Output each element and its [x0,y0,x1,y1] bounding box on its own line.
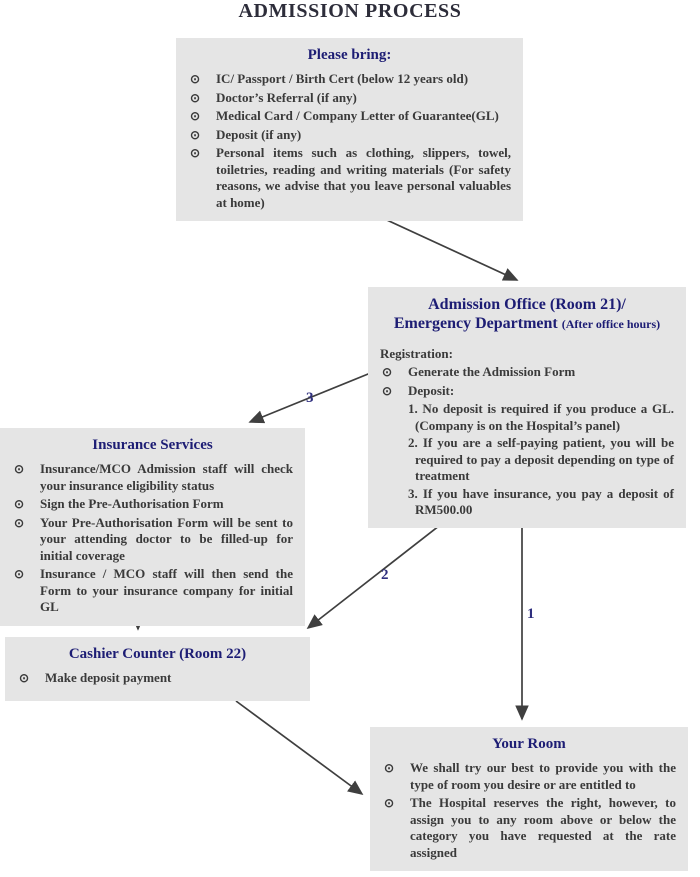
bullet-icon: ⊙ [14,515,25,530]
list-item [9,670,298,687]
page-title: ADMISSION PROCESS [238,0,462,22]
registration-label: Registration: [380,346,453,362]
list-item [4,566,293,616]
bullet-icon: ⊙ [190,72,201,86]
list-item-text: The Hospital reserves the right, however, to assign you to any room above or below the category you have requested at the rate assigned [410,795,676,860]
list-item-text: Insurance / MCO staff will then send the Form to your insurance company for initial GL [40,566,293,614]
list-item-text: Your Pre-Authorisation Form will be sent to your attending doctor to be filled-up for initial coverage [40,514,293,563]
list-item [180,108,511,125]
list-item [4,461,293,494]
insurance-services-header: Insurance Services [92,437,213,453]
your-room-list [370,758,688,871]
deposit-point: 1. No deposit is required if you produce a GL. (Company is on the Hospital’s panel) [408,401,674,433]
list-item [374,795,676,861]
deposit-point: 3. If you have insurance, you pay a deposit of RM500.00 [408,485,674,518]
list-item [374,760,676,793]
admission-office-header-line2: Emergency Department (After office hours) [393,315,661,333]
admission-office-header-line1: Admission Office (Room 21)/ [428,296,626,313]
admission-office-header [368,287,686,338]
bullet-icon: ⊙ [14,497,25,511]
your-room-header: Your Room [492,736,566,752]
list-item-text: We shall try our best to provide you with the type of room you desire or are entitled to [410,760,676,792]
list-item-text: Insurance/MCO Admission staff will check your insurance eligibility status [40,461,293,493]
arrow-cashier-to-room [236,701,362,794]
your-room-box [370,727,688,871]
bullet-icon: ⊙ [19,671,30,685]
list-item [180,145,511,211]
list-item-text: Medical Card / Company Letter of Guarantee(GL) [216,108,499,123]
bullet-icon: ⊙ [190,109,201,123]
list-item [4,515,293,565]
list-item-text: Doctor’s Referral (if any) [216,89,357,105]
arrow-label-1: 1 [527,606,535,622]
arrow-label-3: 3 [306,390,314,406]
list-item [180,90,511,107]
admission-office-body [368,338,686,528]
please-bring-header: Please bring: [307,47,392,63]
list-item-text: Personal items such as clothing, slippers, towel, toiletries, reading and writing materials (For safety reasons, we advise that you leave personal valuables at home) [216,145,511,210]
bullet-icon: ⊙ [382,365,393,380]
list-item-text: IC/ Passport / Birth Cert (below 12 years old) [216,71,469,86]
bullet-icon: ⊙ [384,796,395,810]
please-bring-list [176,69,523,221]
list-item [180,127,511,144]
bullet-icon: ⊙ [384,761,395,775]
insurance-services-list [0,459,305,626]
list-item [4,496,293,513]
bullet-icon: ⊙ [190,146,201,160]
after-hours-note: (After office hours) [561,317,661,332]
bullet-icon: ⊙ [190,127,201,142]
bullet-icon: ⊙ [14,567,25,581]
list-item [180,71,511,88]
cashier-counter-list [5,668,310,697]
cashier-counter-header: Cashier Counter (Room 22) [68,646,247,662]
list-item-text: Sign the Pre-Authorisation Form [40,496,224,511]
list-item-text: Make deposit payment [45,670,172,685]
list-item [372,364,674,381]
list-item-text: Deposit (if any) [216,126,302,142]
arrow-label-2: 2 [381,567,389,583]
list-item-text: Deposit: [408,382,455,398]
bullet-icon: ⊙ [190,90,201,105]
deposit-point: 2. If you are a self-paying patient, you will be required to pay a deposit depending on type of treatment [408,435,674,484]
list-item [372,383,674,400]
cashier-counter-box [5,637,310,701]
bullet-icon: ⊙ [14,462,25,476]
please-bring-box [176,38,523,221]
insurance-services-box [0,428,305,626]
bullet-icon: ⊙ [382,383,393,398]
admission-office-box [368,287,686,528]
list-item-text: Generate the Admission Form [408,364,576,380]
